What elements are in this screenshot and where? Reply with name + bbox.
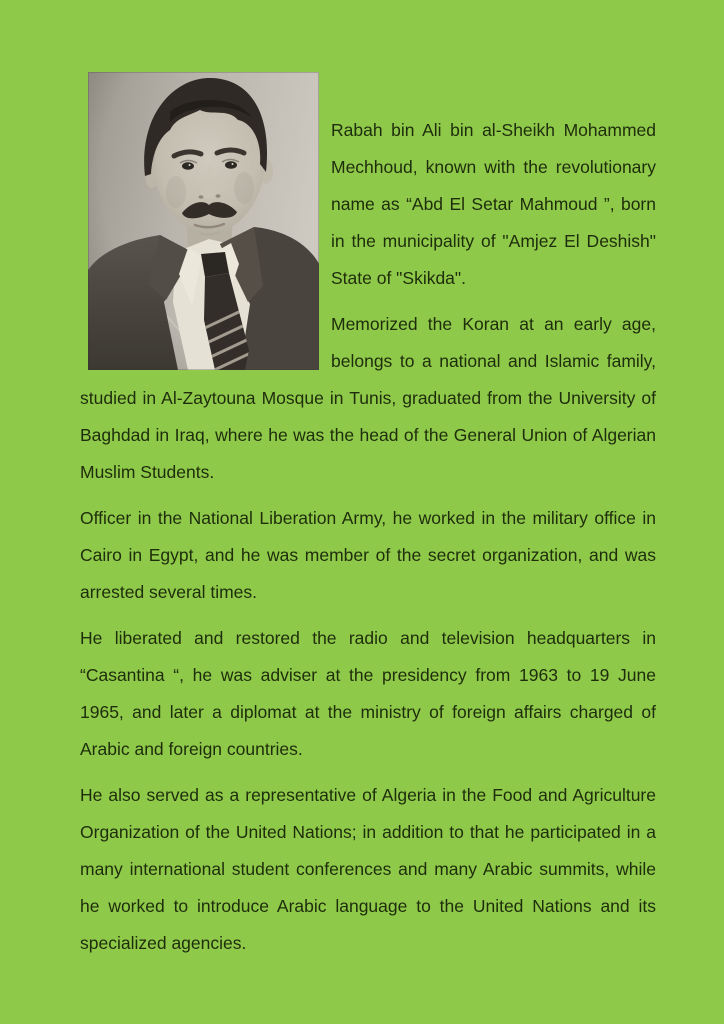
bio-paragraph-5: He also served as a representative of Algeria in the Food and Agriculture Organization of the United Nations; in addition to that he participated in a many international student conferences and many Arabic summits, while he worked to introduce Arabic language to the United Nations and its specialized agencies. [80, 785, 656, 953]
portrait-photo [88, 72, 319, 370]
bio-paragraph-1: Rabah bin Ali bin al-Sheikh Mohammed Mechhoud, known with the revolutionary name as “Abd El Setar Mahmoud ”, born in the municipality of "Amjez El Deshish" State of "Skikda". [331, 120, 656, 288]
bio-paragraph-2: Memorized the Koran at an early age, belongs to a national and Islamic family, studied in Al-Zaytouna Mosque in Tunis, graduated from the University of Baghdad in Iraq, where he was the head of the General Union of Algerian Muslim Students. [80, 314, 656, 482]
bio-paragraph-3: Officer in the National Liberation Army, he worked in the military office in Cairo in Egypt, and he was member of the secret organization, and was arrested several times. [80, 508, 656, 602]
bio-paragraph-4: He liberated and restored the radio and television headquarters in “Casantina “, he was adviser at the presidency from 1963 to 19 June 1965, and later a diplomat at the ministry of foreign affairs charged of Arabic and foreign countries. [80, 628, 656, 759]
portrait-photo-image [88, 72, 319, 370]
